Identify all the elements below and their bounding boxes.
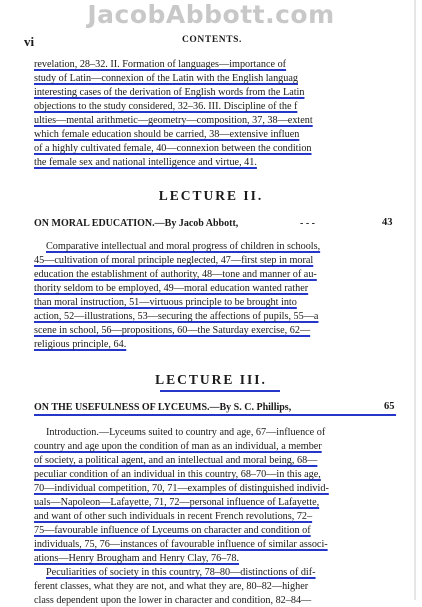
- text-line: and want of other such individuals in recent French revolutions, 72–: [34, 511, 313, 522]
- text-line: 75—favourable influence of Lyceums on character and condition of: [34, 525, 311, 536]
- text-line: revelation, 28–32. II. Formation of languages—importance of: [34, 59, 287, 70]
- lecture-2-page: 43: [382, 217, 393, 228]
- text-line: which female education should be carried, 38—extensive influen: [34, 129, 300, 140]
- text-line: individuals, 75, 76—instances of favourable influence of similar associ-: [34, 539, 328, 550]
- text-line: ations—Henry Brougham and Henry Clay, 76–78.: [34, 553, 240, 564]
- text-line: Peculiarities of society in this country, 78–80—distinctions of dif-: [46, 567, 316, 578]
- text-line: objections to the study considered, 32–36. III. Discipline of the f: [34, 101, 298, 112]
- text-line: ulties—mental arithmetic—geometry—composition, 37, 38—extent: [34, 115, 313, 126]
- text-line: education the establishment of authority, 48—tone and manner of au-: [34, 269, 317, 280]
- lecture-3-title: LECTURE III.: [155, 372, 267, 387]
- text-line: scene in school, 56—propositions, 60—the Saturday exercise, 62—: [34, 325, 311, 336]
- text-line: of a highly cultivated female, 40—connexion between the condition: [34, 143, 312, 154]
- text-line: 70—individual competition, 70, 71—examples of distinguished individ-: [34, 483, 329, 494]
- text-line: of society, a political agent, and an intellectual and moral being, 68—: [34, 455, 318, 466]
- title-underline: [160, 390, 280, 392]
- text-line: class dependent upon the lower in character and condition, 82–84—: [34, 595, 312, 606]
- lecture-3-page: 65: [384, 401, 395, 412]
- text-line: Comparative intellectual and moral progress of children in schools,: [46, 241, 321, 252]
- text-line: the female sex and national intelligence and virtue, 41.: [34, 157, 257, 168]
- running-head: [24, 34, 400, 48]
- lecture-3-heading: ON THE USEFULNESS OF LYCEUMS.—By S. C. Phillips,: [34, 402, 292, 413]
- text-line: 45—cultivation of moral principle neglected, 47—first step in moral: [34, 255, 314, 266]
- text-line: Introduction.—Lyceums suited to country and age, 67—influence of: [46, 427, 326, 438]
- text-line: interesting cases of the derivation of English words from the Latin: [34, 87, 305, 98]
- text-line: than moral instruction, 51—virtuous principle to be brought into: [34, 297, 297, 308]
- text-line: action, 52—illustrations, 53—securing the affections of pupils, 55—a: [34, 311, 319, 322]
- page-number: vi: [24, 34, 35, 49]
- text-line: religious principle, 64.: [34, 339, 127, 350]
- leader-dots: - - -: [300, 218, 315, 229]
- lecture-2-title: LECTURE II.: [158, 188, 264, 203]
- text-line: study of Latin—connexion of the Latin with the English languag: [34, 73, 298, 84]
- text-line: peculiar condition of an individual in this country, 68–70—in this age,: [34, 469, 321, 480]
- lecture-2-heading: ON MORAL EDUCATION.—By Jacob Abbott,: [34, 218, 239, 229]
- text-line: uals—Napoleon—Lafayette, 71, 72—personal influence of Lafayette,: [34, 497, 320, 508]
- running-head-title: CONTENTS.: [181, 35, 243, 45]
- text-line: country and age upon the condition of man as an individual, a member: [34, 441, 322, 452]
- watermark: JacobAbbott.com: [87, 0, 335, 29]
- text-line: ferent classes, what they are not, and what they are, 80–82—higher: [34, 581, 309, 592]
- text-line: thority seldom to be employed, 49—moral education wanted rather: [34, 283, 309, 294]
- heading-underline: [34, 414, 396, 416]
- page-edge-shadow: [414, 0, 416, 600]
